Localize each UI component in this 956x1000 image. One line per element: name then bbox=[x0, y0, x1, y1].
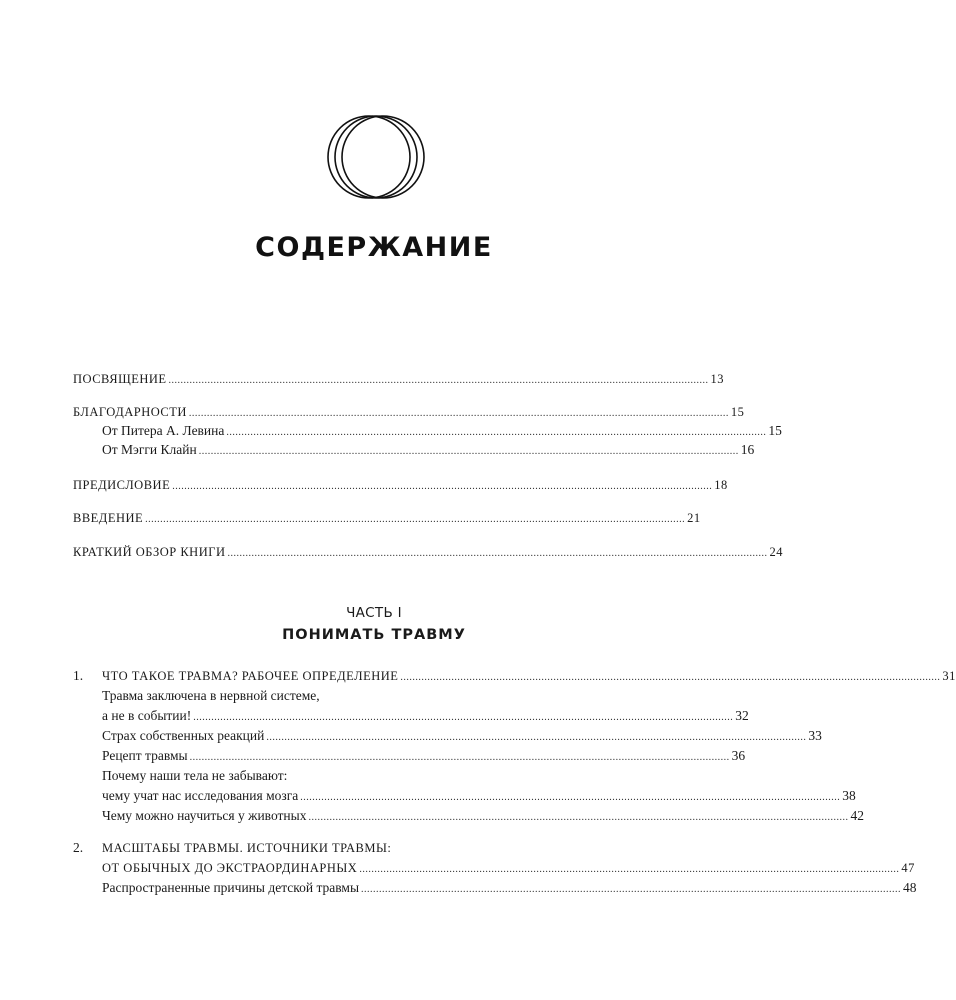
leader-dots: .................................................................................................................................................................................... bbox=[168, 375, 709, 386]
chapter-2 bbox=[73, 838, 917, 898]
leader-dots: .................................................................................................................................................................................... bbox=[188, 408, 729, 419]
toc-entry-label: Рецепт травмы bbox=[102, 748, 188, 763]
toc-entry-label: КРАТКИЙ ОБЗОР КНИГИ bbox=[73, 545, 226, 559]
toc-page-number: 21 bbox=[687, 511, 701, 525]
toc-page-number: 48 bbox=[903, 880, 917, 895]
toc-page-number: 15 bbox=[768, 423, 782, 438]
toc-entry-preface[interactable] bbox=[73, 478, 728, 493]
toc-entry-from-kline[interactable] bbox=[73, 442, 755, 458]
leader-dots: .................................................................................................................................................................................... bbox=[361, 884, 902, 895]
toc-entry-label: Страх собственных реакций bbox=[102, 728, 265, 743]
leader-dots: .................................................................................................................................................................................... bbox=[198, 446, 739, 457]
section-label-line1[interactable]: Травма заключена в нервной системе, bbox=[102, 688, 320, 703]
chapter-1-title[interactable] bbox=[102, 666, 956, 686]
leader-dots: .................................................................................................................................................................................... bbox=[193, 712, 734, 723]
toc-entry-book-overview[interactable] bbox=[73, 545, 783, 560]
toc-page-number: 24 bbox=[769, 545, 783, 559]
toc-front-matter bbox=[73, 372, 725, 387]
toc-page-number: 33 bbox=[808, 728, 822, 743]
leader-dots: .................................................................................................................................................................................... bbox=[400, 672, 941, 683]
chapter-2-title-line1[interactable]: МАСШТАБЫ ТРАВМЫ. ИСТОЧНИКИ ТРАВМЫ: bbox=[102, 841, 392, 855]
toc-entry-label: ПРЕДИСЛОВИЕ bbox=[73, 478, 171, 492]
toc-entry-from-levine[interactable] bbox=[73, 423, 782, 439]
leader-dots: .................................................................................................................................................................................... bbox=[189, 752, 730, 763]
section-brain-research[interactable] bbox=[102, 786, 856, 806]
toc-introduction bbox=[73, 511, 701, 526]
three-circles-logo-icon bbox=[324, 114, 428, 200]
chapter-number: 1. bbox=[73, 668, 84, 683]
toc-entry-label: От Питера А. Левина bbox=[102, 423, 225, 438]
toc-entry-label: а не в событии! bbox=[102, 708, 192, 723]
leader-dots: .................................................................................................................................................................................... bbox=[227, 548, 768, 559]
leader-dots: .................................................................................................................................................................................... bbox=[359, 864, 900, 875]
toc-page-number: 15 bbox=[730, 405, 745, 419]
leader-dots: .................................................................................................................................................................................... bbox=[226, 427, 767, 438]
toc-entry-label: ОТ ОБЫЧНЫХ ДО ЭКСТРАОРДИНАРНЫХ bbox=[102, 861, 358, 875]
toc-page-number: 47 bbox=[901, 861, 915, 875]
section-trauma-recipe[interactable] bbox=[102, 746, 746, 766]
chapter-1 bbox=[73, 666, 956, 826]
toc-entry-label: ВВЕДЕНИЕ bbox=[73, 511, 144, 525]
toc-entry-acknowledgements[interactable] bbox=[73, 405, 745, 420]
section-childhood-trauma-causes[interactable] bbox=[102, 878, 917, 898]
toc-page-number: 42 bbox=[850, 808, 864, 823]
leader-dots: .................................................................................................................................................................................... bbox=[308, 812, 849, 823]
toc-overview bbox=[73, 545, 783, 560]
toc-entry-introduction[interactable] bbox=[73, 511, 701, 526]
toc-entry-label: Чему можно научиться у животных bbox=[102, 808, 307, 823]
toc-page-number: 31 bbox=[942, 669, 956, 683]
leader-dots: .................................................................................................................................................................................... bbox=[172, 481, 713, 492]
chapter-2-title[interactable] bbox=[102, 858, 915, 878]
toc-page-number: 38 bbox=[842, 788, 856, 803]
section-learn-from-animals[interactable] bbox=[102, 806, 864, 826]
leader-dots: .................................................................................................................................................................................... bbox=[300, 792, 841, 803]
section-label-line1[interactable]: Почему наши тела не забывают: bbox=[102, 768, 288, 783]
toc-entry-label: От Мэгги Клайн bbox=[102, 442, 197, 457]
part-title: ПОНИМАТЬ ТРАВМУ bbox=[282, 627, 466, 643]
toc-entry-dedication[interactable] bbox=[73, 372, 725, 387]
leader-dots: .................................................................................................................................................................................... bbox=[266, 732, 807, 743]
toc-page-number: 16 bbox=[740, 442, 755, 457]
toc-preface bbox=[73, 478, 728, 493]
toc-entry-label: ПОСВЯЩЕНИЕ bbox=[73, 372, 167, 386]
toc-page-number: 36 bbox=[731, 748, 746, 763]
chapter-number: 2. bbox=[73, 840, 84, 855]
section-trauma-in-nervous-system[interactable] bbox=[102, 706, 749, 726]
toc-acknowledgements bbox=[73, 405, 782, 458]
part-number: ЧАСТЬ I bbox=[346, 605, 402, 621]
toc-page-number: 18 bbox=[714, 478, 728, 492]
toc-page-number: 32 bbox=[735, 708, 749, 723]
section-fear-of-reactions[interactable] bbox=[102, 726, 822, 746]
page-title: СОДЕРЖАНИЕ bbox=[255, 232, 493, 263]
toc-entry-label: ЧТО ТАКОЕ ТРАВМА? РАБОЧЕЕ ОПРЕДЕЛЕНИЕ bbox=[102, 669, 399, 683]
toc-entry-label: БЛАГОДАРНОСТИ bbox=[73, 405, 187, 419]
toc-entry-label: Распространенные причины детской травмы bbox=[102, 880, 360, 895]
toc-page-number: 13 bbox=[710, 372, 725, 386]
toc-entry-label: чему учат нас исследования мозга bbox=[102, 788, 299, 803]
leader-dots: .................................................................................................................................................................................... bbox=[145, 514, 686, 525]
